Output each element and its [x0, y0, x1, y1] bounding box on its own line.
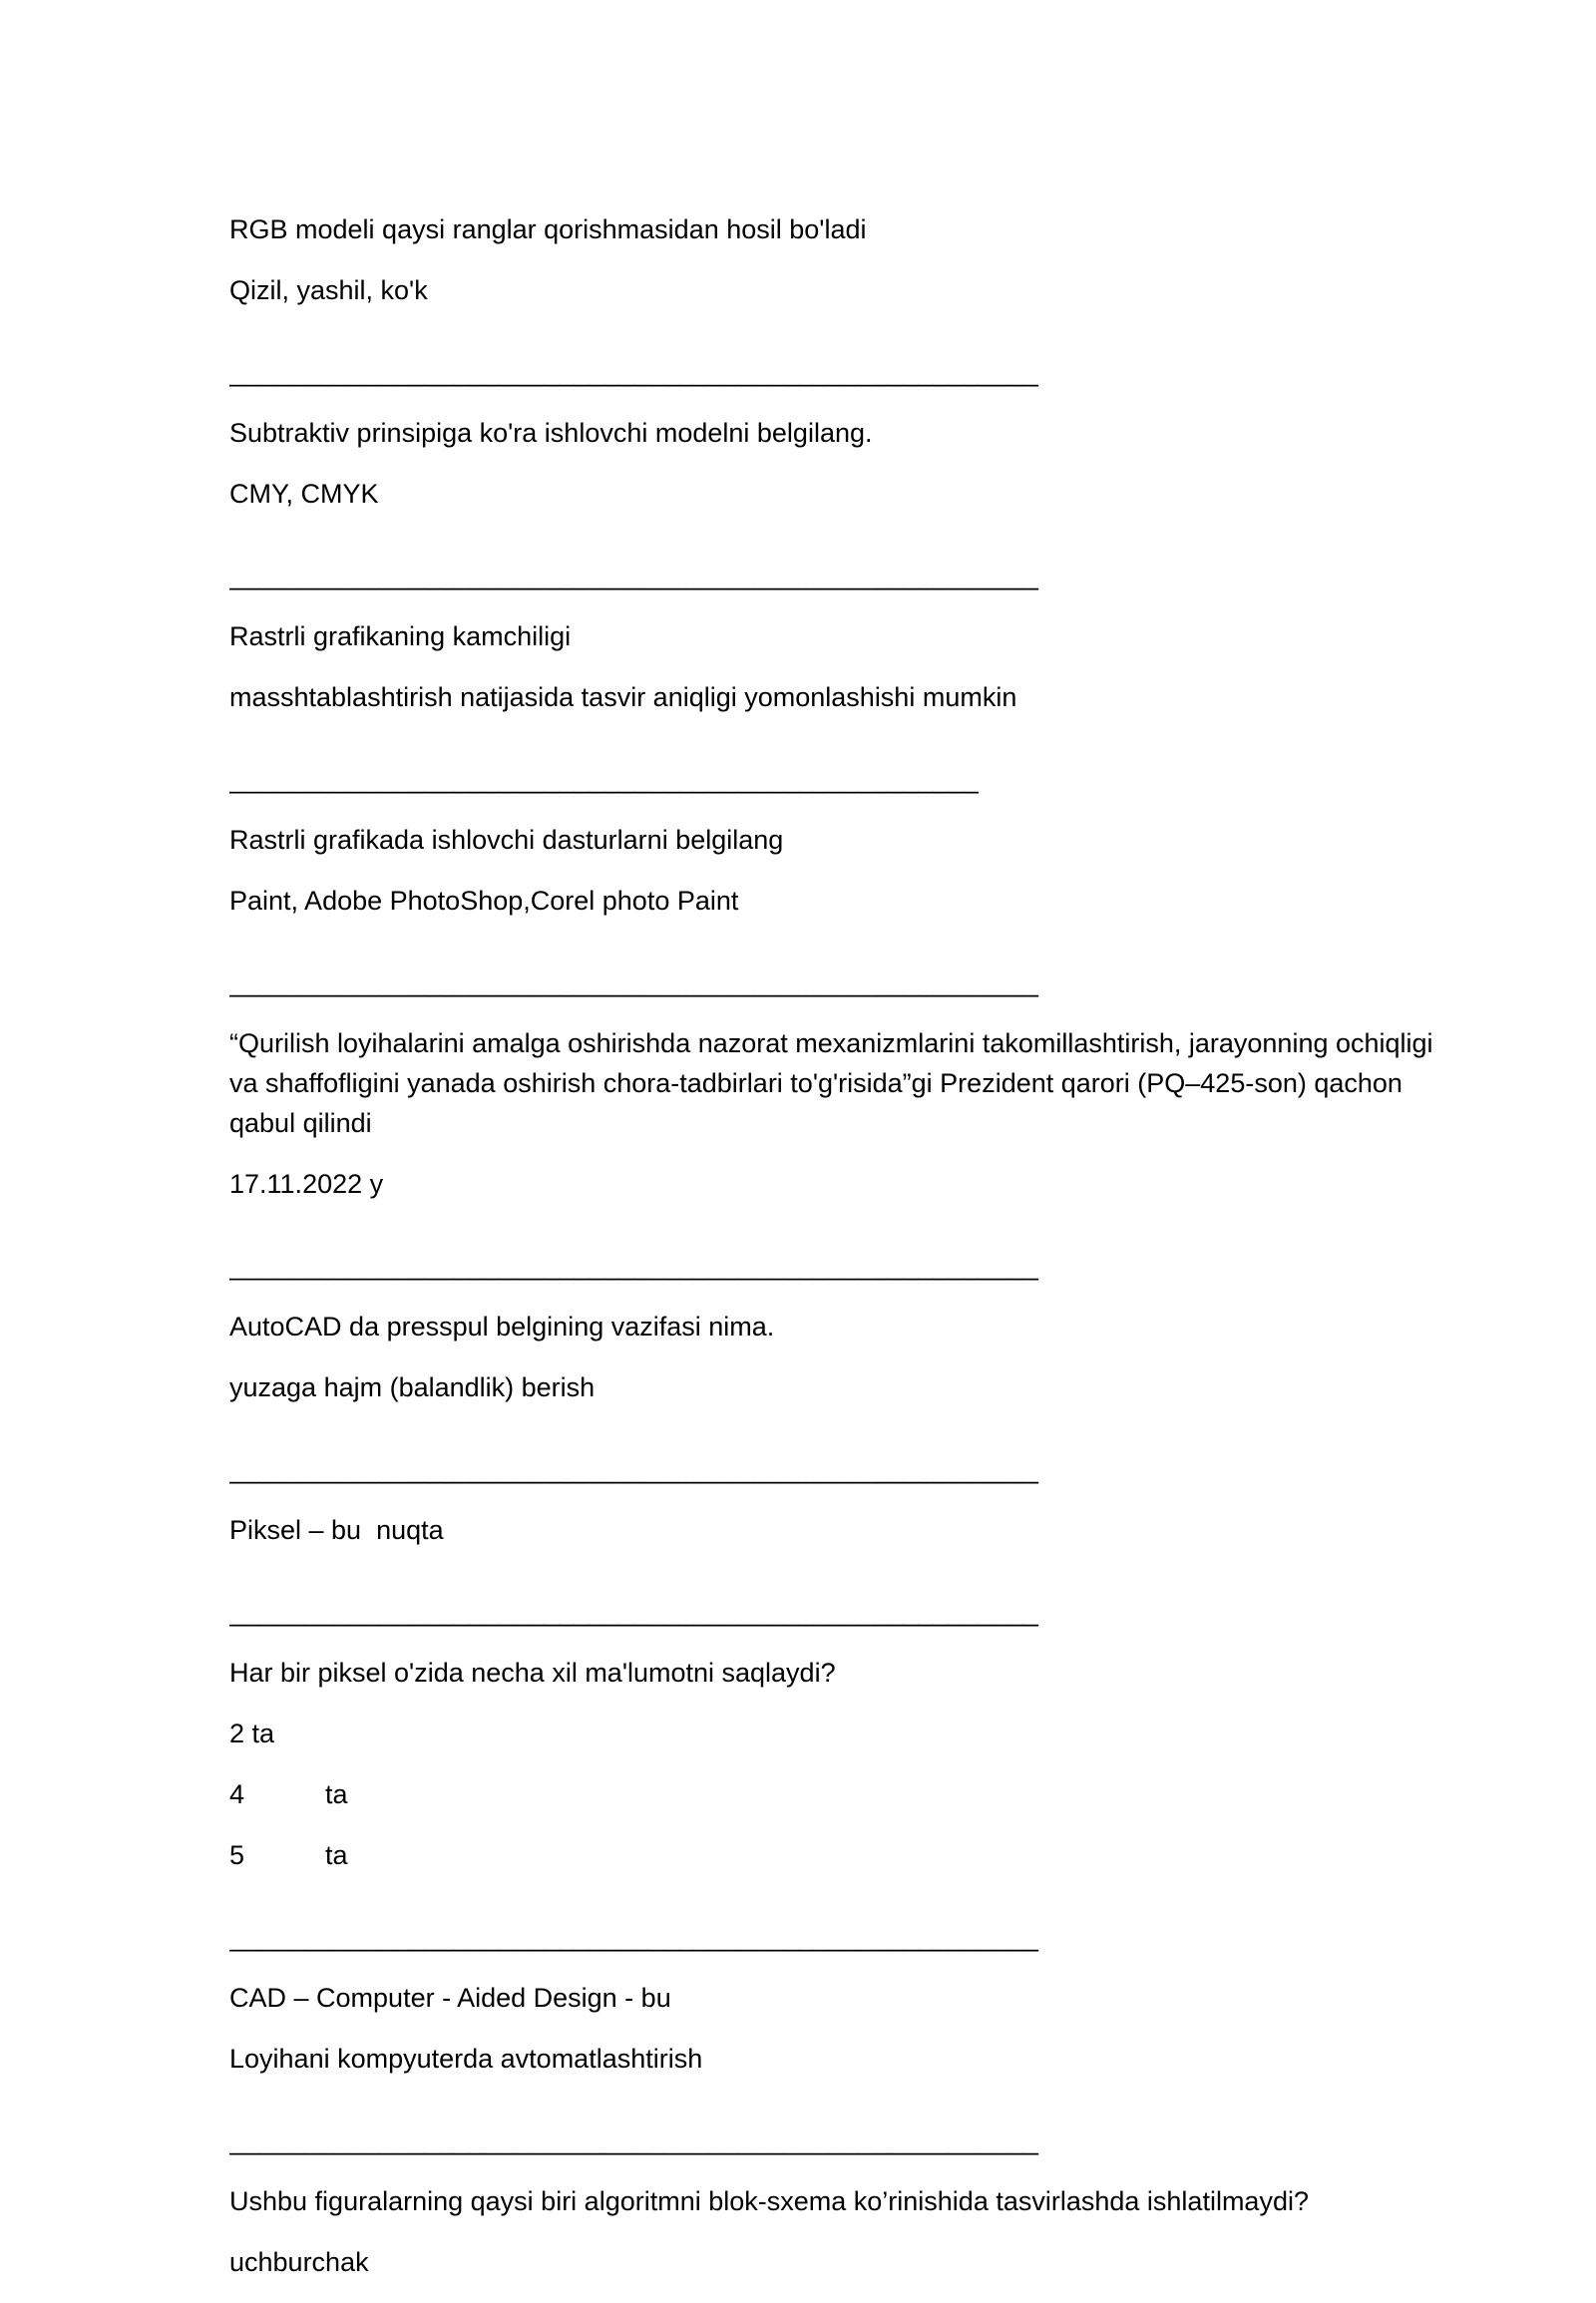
separator-line: ______________________________________________________	[229, 561, 1038, 590]
answer-text: Paint, Adobe PhotoShop,Corel photo Paint	[229, 886, 739, 916]
answer-text: Loyihani kompyuterda avtomatlashtirish	[229, 2044, 703, 2074]
option-line	[229, 1835, 1466, 1875]
answer-text: CMY, CMYK	[229, 479, 379, 509]
option-number: 4	[229, 1779, 245, 1809]
answer-text: 2 ta	[229, 1719, 275, 1748]
separator-line: ______________________________________________________	[229, 1922, 1038, 1952]
answer-text: 17.11.2022 y	[229, 1169, 384, 1199]
option-number: 5	[229, 1840, 245, 1870]
question-text: Har bir piksel o'zida necha xil ma'lumotni saqlaydi?	[229, 1658, 836, 1688]
question-text: Rastrli grafikaning kamchiligi	[229, 621, 572, 651]
separator-line: ______________________________________________________	[229, 357, 1038, 387]
question-text: Piksel – bu nuqta	[229, 1515, 444, 1545]
question-text: Ushbu figuralarning qaysi biri algoritmni blok-sxema ko’rinishida tasvirlashda ishlatilmaydi?	[229, 2186, 1309, 2216]
question-text: AutoCAD da presspul belgining vazifasi nima.	[229, 1312, 775, 1342]
separator-line: ______________________________________________________	[229, 1454, 1038, 1484]
separator-line: ______________________________________________________	[229, 2125, 1038, 2155]
option-line	[229, 1774, 1466, 1814]
separator-line: __________________________________________________	[229, 764, 979, 794]
separator-line: ______________________________________________________	[229, 1597, 1038, 1627]
question-text: RGB modeli qaysi ranglar qorishmasidan hosil bo'ladi	[229, 214, 867, 244]
answer-text: masshtablashtirish natijasida tasvir aniqligi yomonlashishi mumkin	[229, 682, 1017, 712]
option-text: ta	[325, 1779, 348, 1809]
document-body	[229, 209, 1466, 2303]
question-text: CAD – Computer - Aided Design - bu	[229, 1983, 671, 2013]
answer-text: uchburchak	[229, 2247, 369, 2277]
question-text: Rastrli grafikada ishlovchi dasturlarni belgilang	[229, 825, 784, 855]
answer-text: yuzaga hajm (balandlik) berish	[229, 1372, 596, 1402]
question-text: “Qurilish loyihalarini amalga oshirishda nazorat mexanizmlarini takomillashtirish, jarayonning ochiqligi va shaffofligini yanada oshirish chora-tadbirlari to'g'risida”gi Prezident qarori (PQ–425-son) qachon qabul qilindi	[229, 1028, 1441, 1138]
option-text: ta	[325, 1840, 348, 1870]
answer-text: Qizil, yashil, ko'k	[229, 275, 428, 305]
separator-line: ______________________________________________________	[229, 967, 1038, 997]
question-text: Subtraktiv prinsipiga ko'ra ishlovchi modelni belgilang.	[229, 418, 873, 448]
separator-line: ______________________________________________________	[229, 1251, 1038, 1281]
